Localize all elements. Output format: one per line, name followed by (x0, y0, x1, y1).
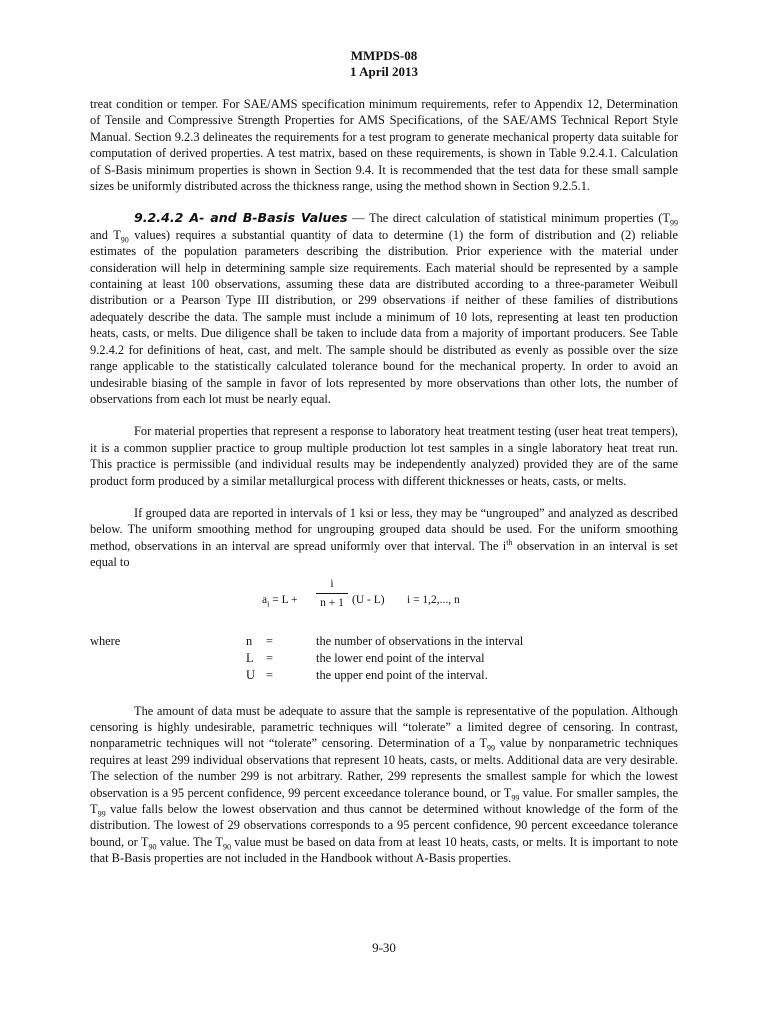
section-heading: 9.2.4.2 A- and B-Basis Values (134, 210, 348, 226)
paragraph-basis-values: 9.2.4.2 A- and B-Basis Values — The direct calculation of statistical minimum properties ($T_{99}$ and $T_{90}$ values) requires a substantial quantity of data to determine (1) the form of distribution and (2) reliable estimates of the population parameters describing the distribution. Prior experience with the material under consideration will help in determining sample size requirements. Each material should be represented by a sample containing at least 100 observations, assuming these data are distributed according to a three-parameter Weibull distribution or a Pearson Type III distribution, or 299 observations if neither of these families of distributions adequately describe the data. The sample must include a minimum of 10 lots, representing at least ten production heats, casts, or melts. Due diligence shall be taken to include data from a majority of important producers. See Table 9.2.4.2 for definitions of heat, cast, and melt. The sample should be distributed as evenly as possible over the size range applicable to the statistically calculated tolerance bound for the mechanical property. In order to avoid an undesirable biasing of the sample in favor of lots represented by more observations than other lots, the number of observations from each lot must be nearly equal. (90, 210, 678, 406)
formula-fraction: i n + 1 (316, 577, 348, 610)
paragraph-grouped-data: If grouped data are reported in intervals of 1 ksi or less, they may be “ungrouped” and analyzed as described below. The uniform smoothing method for ungrouping grouped data should be used. For the uniform smoothing method, observations in an interval are spread uniformly over that interval. The $i^{th}$ observation in an interval is set equal to (90, 505, 678, 570)
document-date: 1 April 2013 (350, 64, 418, 79)
variable-definitions: where n = the number of observations in the interval L = the lower end point of the interval U = the upper end point of the interval. (90, 633, 524, 682)
page-number: 9-30 (372, 940, 396, 955)
paragraph-intro: treat condition or temper. For SAE/AMS specification minimum requirements, refer to Appendix 12, Determination of Tensile and Compressive Strength Properties for AMS Specifications, of the SAE/AMS Technical Report Style Manual. Section 9.2.3 delineates the requirements for a test program to generate mechanical property data suitable for computation of derived properties. A test matrix, based on these requirements, is shown in Table 9.2.4.1. Calculation of S-Basis minimum properties is shown in Section 9.4. It is recommended that the test data for these small sample sizes be uniformly distributed across the thickness range, using the method shown in Section 9.2.5.1. (90, 97, 678, 194)
page-body (90, 96, 678, 867)
paragraph-data-amount: The amount of data must be adequate to assure that the sample is representative of the population. Although censoring is highly undesirable, parametric techniques will “tolerate” a limited degree of censoring. In contrast, nonparametric techniques will not “tolerate” censoring. Determination of a $T_{99}$ value by nonparametric techniques requires at least 299 individual observations that represent 10 heats, casts, or melts. Additional data are very desirable. The selection of the number 299 is not arbitrary. Rather, 299 represents the smallest sample for which the lowest observation is a 95 percent confidence, 99 percent exceedance tolerance bound, or $T_{99}$ value. For smaller samples, the $T_{99}$ value falls below the lowest observation and thus cannot be determined without knowledge of the form of the distribution. The lowest of 29 observations corresponds to a 95 percent confidence, 90 percent exceedance tolerance bound, or $T_{90}$ value. The $T_{90}$ value must be based on data from at least 10 heats, casts, or melts. It is important to note that B-Basis properties are not included in the Handbook without A-Basis properties. (90, 703, 679, 866)
document-id: MMPDS-08 (350, 48, 418, 63)
smoothing-formula: $a_i = L$ + i n + 1 (U - L) i = 1,2,..., n (262, 577, 460, 609)
fraction-bar (316, 593, 348, 594)
paragraph-heat-treat: For material properties that represent a response to laboratory heat treatment testing (user heat treat tempers), it is a common supplier practice to group multiple production lot test samples in a single laboratory heat treat run. This practice is permissible (and individual results may be independently analyzed) provided they are of the same product form produced by a similar metallurgical process with different thicknesses or heats, casts, or melts. (90, 424, 678, 488)
page-header (0, 48, 768, 80)
